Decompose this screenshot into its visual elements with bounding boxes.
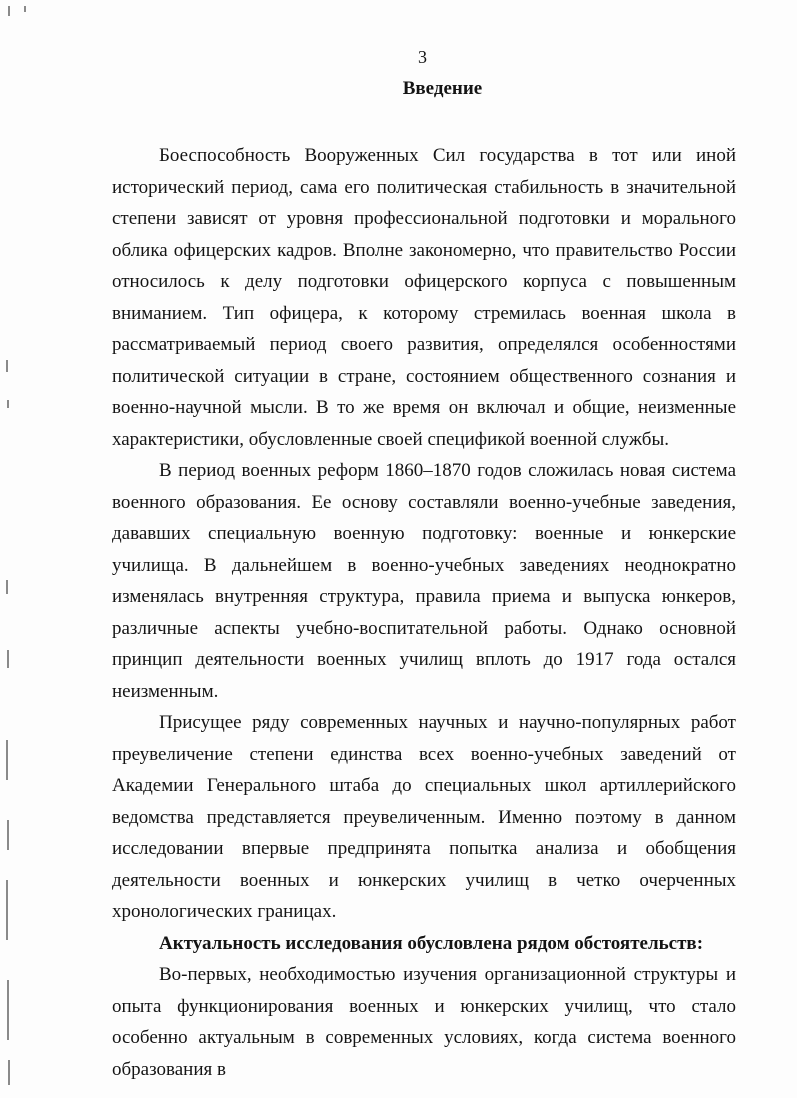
scan-mark bbox=[7, 980, 9, 1040]
relevance-heading: Актуальность исследования обусловлена рядом обстоятельств: bbox=[159, 932, 704, 954]
scan-mark bbox=[7, 400, 9, 408]
paragraph-exaggeration: Присущее ряду современных научных и научно-популярных работ преувеличение степени единства всех военно-учебных заведений от Академии Генерального штаба до специальных школ артиллерийского ведомства представляется преувеличенным. Именно поэтому в данном исследовании впервые предпринята попытка анализа и обобщения деятельности военных и юнкерских училищ в четко очерченных хронологических границах. bbox=[112, 712, 736, 922]
page-number: 3 bbox=[418, 47, 427, 67]
scan-mark bbox=[6, 360, 8, 372]
scan-mark bbox=[8, 1060, 10, 1085]
scan-mark bbox=[7, 820, 9, 850]
scan-mark bbox=[6, 580, 8, 594]
scan-mark bbox=[6, 880, 8, 940]
paragraph-intro: Боеспособность Вооруженных Сил государства в тот или иной исторический период, сама его политическая стабильность в значительной степени зависят от уровня профессиональной подготовки и морального облика офицерских кадров. Вполне закономерно, что правительство России относилось к делу подготовки офицерского корпуса с повышенным вниманием. Тип офицера, к которому стремилась военная школа в рассматриваемый период своего развития, определялся особенностями политической ситуации в стране, состоянием общественного сознания и военно-научной мысли. В то же время он включал и общие, неизменные характеристики, обусловленные своей спецификой военной службы. bbox=[112, 145, 736, 450]
scan-mark bbox=[8, 6, 10, 16]
body-text bbox=[112, 140, 736, 1085]
page-title: Введение bbox=[402, 78, 483, 99]
paragraph-firstly: Во-первых, необходимостью изучения организационной структуры и опыта функционирования военных и юнкерских училищ, что стало особенно актуальным в современных условиях, когда система военного образования в bbox=[112, 964, 736, 1080]
scan-mark bbox=[24, 6, 26, 12]
paragraph-reforms: В период военных реформ 1860–1870 годов сложилась новая система военного образования. Ее основу составляли военно-учебные заведения, дававших специальную военную подготовку: военные и юнкерские училища. В дальнейшем в военно-учебных заведениях неоднократно изменялась внутренняя структура, правила приема и выпуска юнкеров, различные аспекты учебно-воспитательной работы. Однако основной принцип деятельности военных училищ вплоть до 1917 года остался неизменным. bbox=[112, 460, 736, 702]
scan-mark bbox=[6, 740, 8, 780]
scan-mark bbox=[7, 650, 9, 668]
